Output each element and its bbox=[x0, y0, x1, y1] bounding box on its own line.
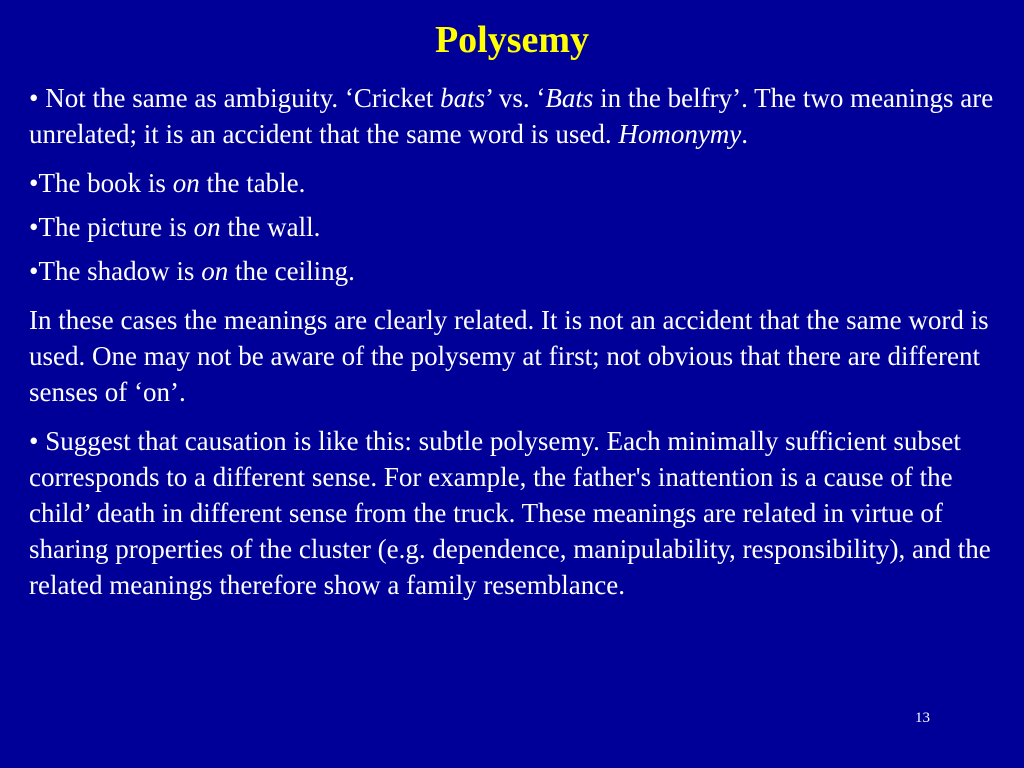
text-run: •The book is bbox=[29, 168, 173, 198]
italic-on: on bbox=[193, 212, 221, 242]
text-run: ’ vs. ‘ bbox=[485, 83, 546, 113]
text-run: •The picture is bbox=[29, 212, 194, 242]
causation-paragraph: • Suggest that causation is like this: subtle polysemy. Each minimally sufficient subset corresponds to a different sense. For example, the father's inattention is a cause of the child’ death in different sense from the truck. These meanings are related in virtue of sharing properties of the cluster (e.g. dependence, manipulability, responsibility), and the related meanings therefore show a family resemblance. bbox=[29, 426, 991, 600]
italic-term-homonymy: Homonymy bbox=[618, 119, 742, 149]
italic-on: on bbox=[201, 256, 229, 286]
example-item bbox=[29, 209, 1014, 245]
slide-title: Polysemy bbox=[434, 19, 590, 61]
bullet: • bbox=[29, 83, 39, 113]
homonymy-paragraph bbox=[29, 80, 1014, 152]
slide-body bbox=[29, 80, 1014, 603]
polysemy-paragraph: In these cases the meanings are clearly related. It is not an accident that the same word is used. One may not be aware of the polysemy at first; not obvious that there are different senses of ‘on’. bbox=[29, 305, 989, 407]
page-number: 13 bbox=[915, 710, 930, 726]
text-run: the ceiling. bbox=[228, 256, 355, 286]
text-run: . bbox=[741, 119, 749, 149]
text-run: •The shadow is bbox=[29, 256, 202, 286]
text-run: the table. bbox=[199, 168, 306, 198]
example-item bbox=[29, 253, 1014, 289]
text-run: Not the same as ambiguity. ‘Cricket bbox=[38, 83, 441, 113]
text-run: the wall. bbox=[220, 212, 321, 242]
text-run: in the belfry’. The two meanings are unrelated; it is an accident that the same word is used. bbox=[29, 83, 994, 149]
italic-on: on bbox=[172, 168, 200, 198]
italic-term-bats: bats bbox=[440, 83, 486, 113]
example-item bbox=[29, 165, 1014, 201]
italic-term-bats-capital: Bats bbox=[545, 83, 594, 113]
